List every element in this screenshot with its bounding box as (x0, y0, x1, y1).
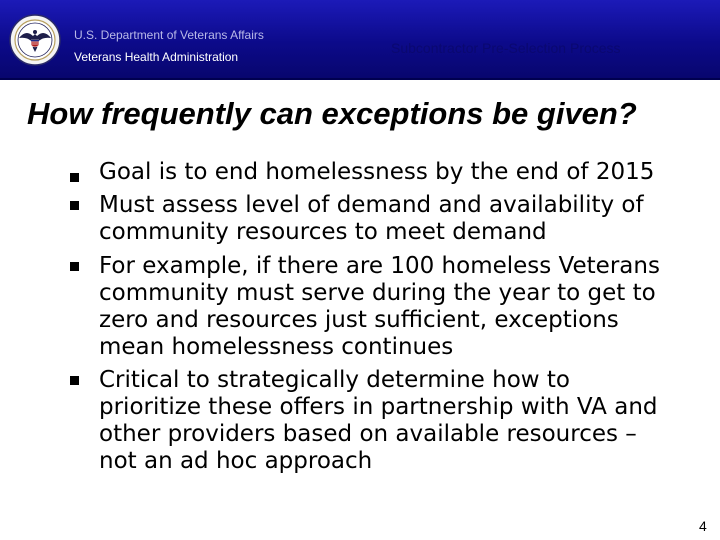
square-bullet-icon (70, 376, 79, 385)
bullet-line: other providers based on available resources – (99, 421, 637, 447)
square-bullet-icon (70, 262, 79, 271)
square-bullet-icon (70, 201, 79, 210)
header-banner (0, 0, 720, 80)
bullet-line: not an ad hoc approach (99, 448, 373, 474)
administration-name: Veterans Health Administration (74, 50, 239, 64)
slide-title: How frequently can exceptions be given? (27, 96, 637, 131)
department-name: U.S. Department of Veterans Affairs (74, 28, 264, 42)
bullet-line: community resources to meet demand (99, 219, 547, 245)
presentation-title: Subcontractor Pre-Selection Process (391, 40, 621, 56)
bullet-line: prioritize these offers in partnership with VA and (99, 394, 658, 420)
va-seal-icon (9, 14, 61, 66)
bullet-line: mean homelessness continues (99, 334, 454, 360)
bullet-line: Critical to strategically determine how to (99, 367, 570, 393)
bullet-line: Must assess level of demand and availability of (99, 192, 644, 218)
page-number: 4 (699, 518, 707, 534)
bullet-line: Goal is to end homelessness by the end of 2015 (99, 159, 655, 185)
square-bullet-icon (70, 173, 79, 182)
bullet-line: For example, if there are 100 homeless Veterans (99, 253, 660, 279)
bullet-line: zero and resources just sufficient, exceptions (99, 307, 619, 333)
bullet-line: community must serve during the year to get to (99, 280, 656, 306)
